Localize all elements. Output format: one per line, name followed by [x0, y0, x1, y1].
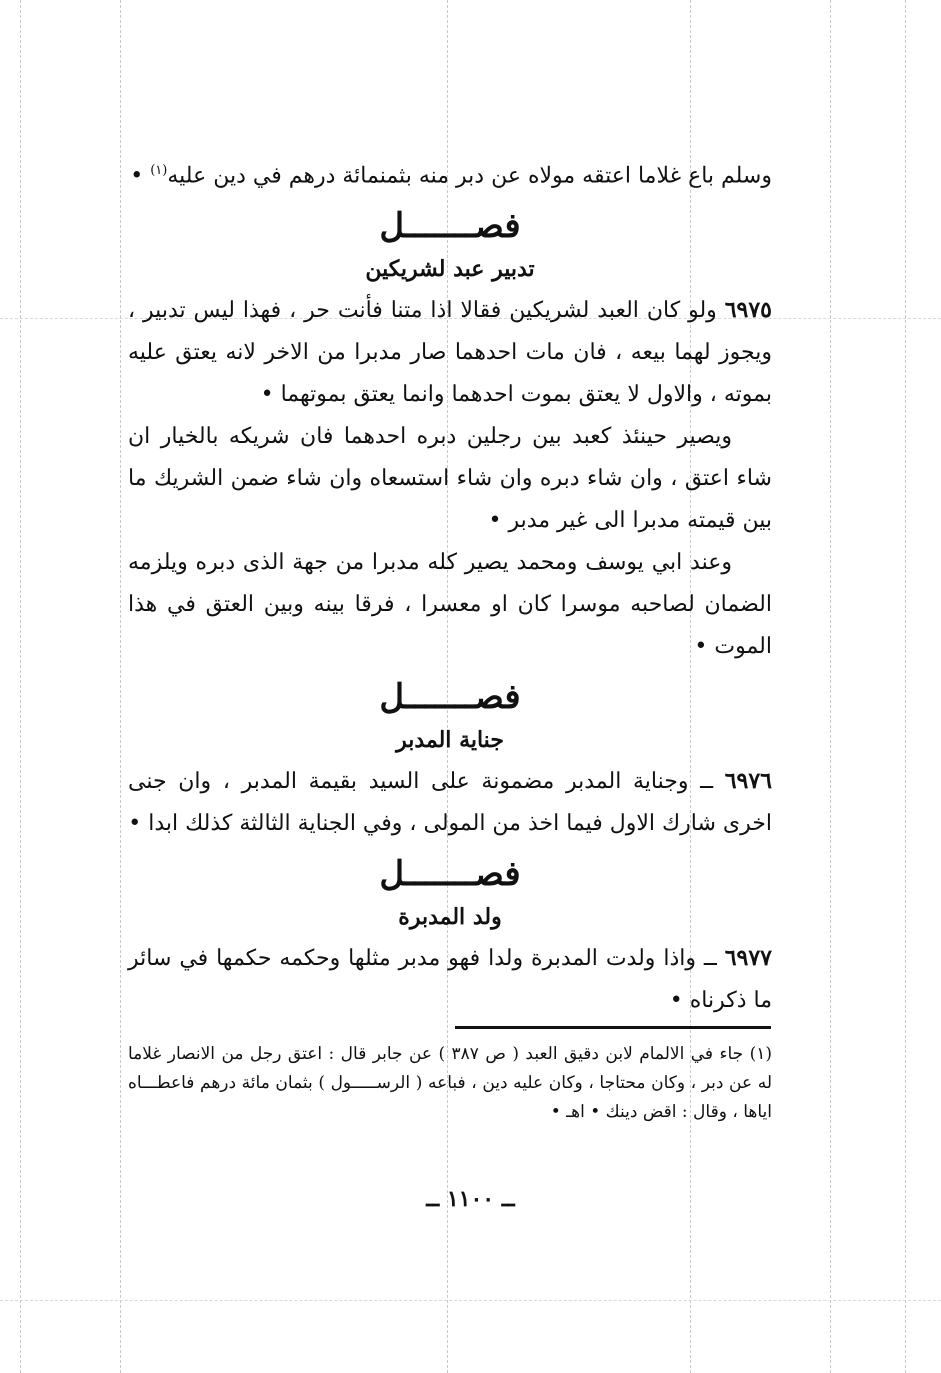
paragraph-text: ــ واذا ولدت المدبرة ولدا فهو مدبر مثلها وحكمه حكمها في سائر ما ذكرناه • — [128, 946, 772, 1014]
page-body — [128, 150, 772, 1022]
footnote-rule — [455, 1026, 771, 1029]
paragraph-text: ولو كان العبد لشريكين فقالا اذا متنا فأنت حر ، فهذا ليس تدبير ، ويجوز لهما بيعه ، فان مات احدهما صار مدبرا من الاخر لانه يعتق عليه بموته ، والاول لا يعتق بموت احدهما وانما يعتق بموتهما • — [128, 298, 772, 408]
page-number: ــ ١١٠٠ ــ — [426, 1186, 515, 1212]
footnote-marker: (١) — [150, 163, 168, 178]
paragraph — [128, 760, 772, 845]
paragraph-number: ٦٩٧٦ — [724, 768, 772, 795]
section-subheading: تدبير عبد لشريكين — [365, 256, 535, 283]
paragraph-text: ويصير حينئذ كعبد بين رجلين دبره احدهما فان شريكه بالخيار ان شاء اعتق ، وان شاء دبره وان شاء استسعاه وان شاء ضمن الشريك ما بين قيمته مدبرا الى غير مدبر • — [128, 424, 772, 534]
paragraph — [128, 289, 772, 416]
section-subheading: جناية المدبر — [396, 727, 504, 754]
scan-guide-line — [0, 1300, 941, 1301]
paragraph-number: ٦٩٧٥ — [724, 297, 772, 324]
scan-guide-line — [120, 0, 121, 1373]
opening-text: وسلم باع غلاما اعتقه مولاه عن دبر منه بثمنمائة درهم في دين عليه — [167, 163, 772, 189]
section — [128, 849, 772, 1022]
scan-guide-line — [905, 0, 906, 1373]
section-heading: فصـــــــل — [379, 854, 521, 895]
section-subheading: ولد المدبرة — [398, 904, 502, 931]
scan-guide-line — [830, 0, 831, 1373]
paragraph-text: وعند ابي يوسف ومحمد يصير كله مدبرا من جهة الذى دبره ويلزمه الضمان لصاحبه موسرا كان او معسرا ، فرقا بينه وبين العتق في هذا الموت • — [128, 550, 772, 660]
opening-line — [128, 150, 772, 197]
section-heading: فصـــــــل — [379, 677, 521, 718]
opening-end: • — [130, 163, 151, 189]
footnote: (١) جاء في الالمام لابن دقيق العبد ( ص ٣٨٧ ) عن جابر قال : اعتق رجل من الانصار غلاما له عن دبر ، وكان محتاجا ، وكان عليه دين ، فباعه ( الرســـــول ) بثمان مائة درهم فاعطـــاه اياها ، وقال : اقض دينك • اهـ • — [128, 1044, 772, 1122]
paragraph — [128, 416, 772, 542]
scan-guide-line — [20, 0, 21, 1373]
paragraph — [128, 542, 772, 668]
paragraph-text: ــ وجناية المدبر مضمونة على السيد بقيمة المدبر ، وان جنى اخرى شارك الاول فيما اخذ من المولى ، وفي الجناية الثالثة كذلك ابدا • — [128, 769, 772, 837]
section — [128, 201, 772, 668]
paragraph — [128, 937, 772, 1022]
paragraph-number: ٦٩٧٧ — [724, 945, 772, 972]
section — [128, 672, 772, 845]
section-heading: فصـــــــل — [379, 206, 521, 247]
